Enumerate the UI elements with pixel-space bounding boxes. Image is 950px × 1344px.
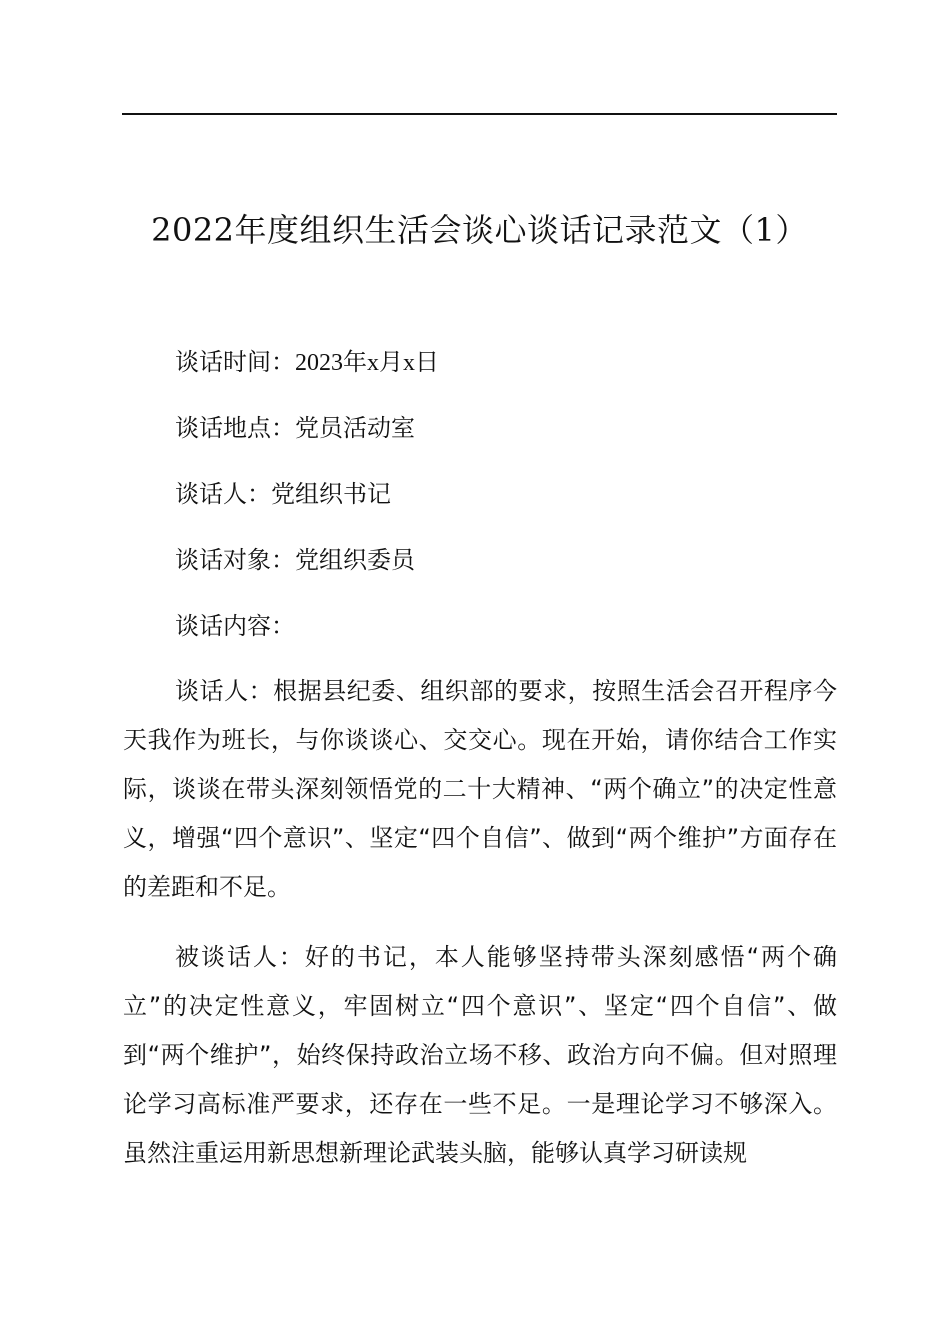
meta-place-label: 谈话地点： (175, 414, 295, 442)
meta-target (175, 545, 835, 575)
meta-content-label: 谈话内容： (175, 612, 295, 640)
paragraph-respondent: 被谈话人：好的书记，本人能够坚持带头深刻感悟“两个确立”的决定性意义，牢固树立“四个意识”、坚定“四个自信”、做到“两个维护”，始终保持政治立场不移、政治方向不偏。但对照理论学习高标准严要求，还存在一些不足。一是理论学习不够深入。虽然注重运用新思想新理论武装头脑，能够认真学习研读规 (123, 943, 837, 1167)
meta-target-label: 谈话对象： (175, 546, 295, 574)
meta-time (175, 347, 835, 378)
meta-speaker-label: 谈话人： (175, 480, 271, 508)
meta-target-value: 党组织委员 (295, 546, 415, 574)
header-rule (122, 113, 837, 115)
meta-place-value: 党员活动室 (295, 414, 415, 442)
meta-time-label: 谈话时间： (175, 348, 295, 376)
meta-place (175, 413, 835, 443)
paragraph-speaker: 谈话人：根据县纪委、组织部的要求，按照生活会召开程序今天我作为班长，与你谈谈心、交交心。现在开始，请你结合工作实际，谈谈在带头深刻领悟党的二十大精神、“两个确立”的决定性意义，增强“四个意识”、坚定“四个自信”、做到“两个维护”方面存在的差距和不足。 (123, 677, 837, 901)
document-title: 2022年度组织生活会谈心谈话记录范文（1） (151, 211, 808, 249)
meta-speaker (175, 479, 835, 509)
meta-speaker-value: 党组织书记 (271, 480, 391, 508)
meta-time-value: 2023年x月x日 (295, 350, 439, 376)
